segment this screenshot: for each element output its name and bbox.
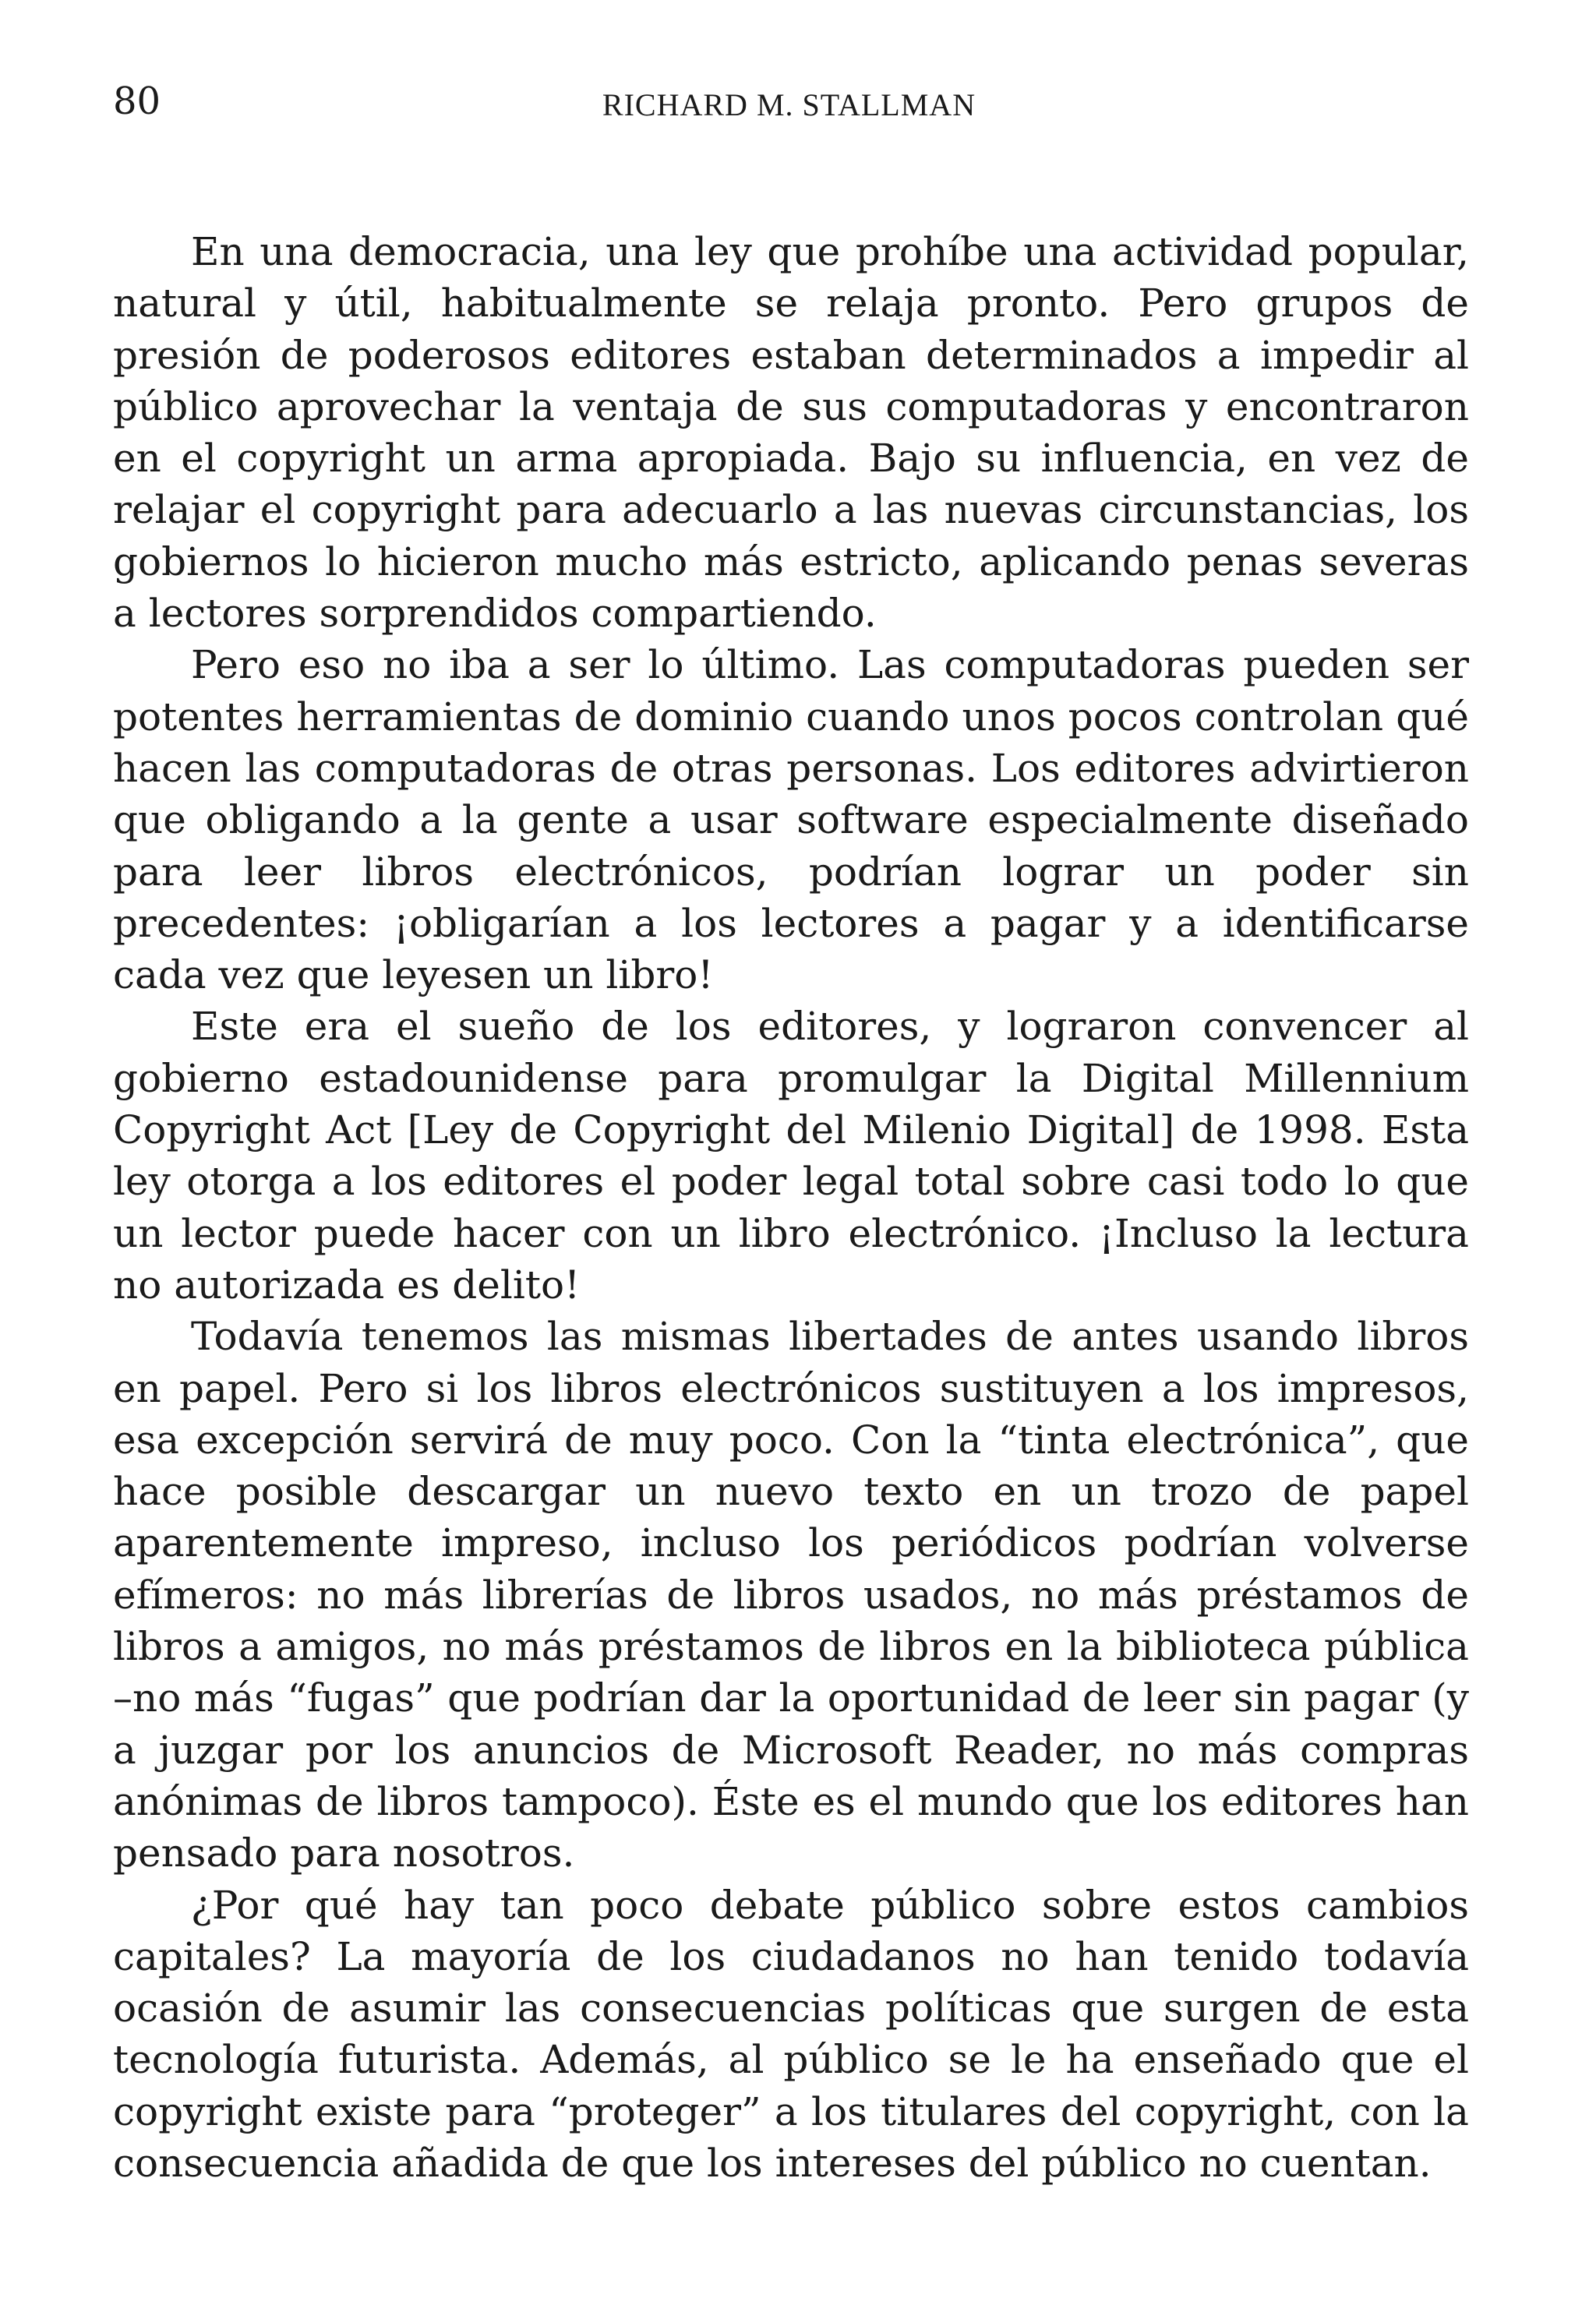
paragraph: Pero eso no iba a ser lo último. Las computadoras pueden ser potentes herramientas de dominio cuando unos pocos controlan qué hacen las computadoras de otras personas. Los editores advirtieron que obligando a la gente a usar software especialmente diseñado para leer libros electrónicos, podrían lograr un poder sin precedentes: ¡obligarían a los lectores a pagar y a identificarse cada vez que leyesen un libro!	[113, 642, 1469, 998]
running-head: RICHARD M. STALLMAN	[602, 87, 976, 122]
paragraph: Todavía tenemos las mismas libertades de antes usando libros en papel. Pero si los libros electrónicos sustituyen a los impresos, esa excepción servirá de muy poco. Con la “tinta electrónica”, que hace posible descargar un nuevo texto en un trozo de papel aparentemente impreso, incluso los periódicos podrían volverse efímeros: no más librerías de libros usados, no más préstamos de libros a amigos, no más préstamos de libros en la biblioteca pública –no más “fugas” que podrían dar la oportunidad de leer sin pagar (y a juzgar por los anuncios de Microsoft Reader, no más compras anónimas de libros tampoco). Éste es el mundo que los editores han pensado para nosotros.	[113, 1314, 1469, 1876]
page-number: 80	[113, 79, 161, 123]
paragraph: ¿Por qué hay tan poco debate público sobre estos cambios capitales? La mayoría de los ciudadanos no han tenido todavía ocasión de asumir las consecuencias políticas que surgen de esta tecnología futurista. Además, al público se le ha enseñado que el copyright existe para “proteger” a los titulares del copyright, con la consecuencia añadida de que los intereses del público no cuentan.	[113, 1882, 1469, 2186]
body-text	[113, 226, 1469, 2189]
paragraph: Este era el sueño de los editores, y lograron convencer al gobierno estadounidense para promulgar la Digital Millennium Copyright Act [Ley de Copyright del Milenio Digital] de 1998. Esta ley otorga a los editores el poder legal total sobre casi todo lo que un lector puede hacer con un libro electrónico. ¡Incluso la lectura no autorizada es delito!	[113, 1004, 1469, 1308]
paragraph: En una democracia, una ley que prohíbe una actividad popular, natural y útil, habitualmente se relaja pronto. Pero grupos de presión de poderosos editores estaban determinados a impedir al público aprovechar la ventaja de sus computadoras y encontraron en el copyright un arma apropiada. Bajo su influencia, en vez de relajar el copyright para adecuarlo a las nuevas circunstancias, los gobiernos lo hicieron mucho más estricto, aplicando penas severas a lectores sorprendidos compartiendo.	[113, 229, 1469, 637]
page-header	[113, 78, 1465, 132]
